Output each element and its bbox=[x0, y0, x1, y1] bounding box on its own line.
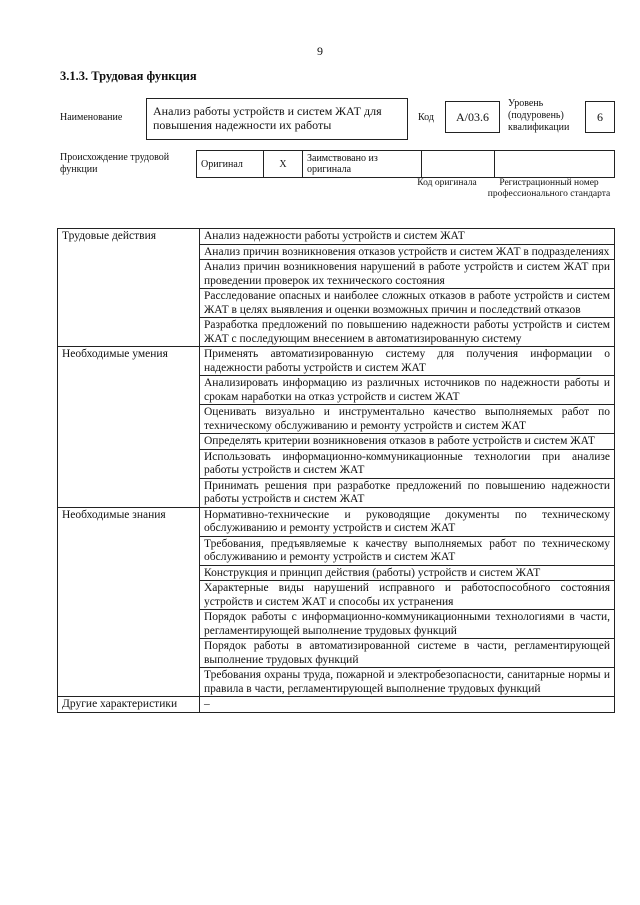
borrowed-label: Заимствовано из оригинала bbox=[303, 151, 422, 178]
item-cell: Применять автоматизированную систему для получения информации о надежности работы устройств и систем ЖАТ bbox=[200, 347, 615, 376]
item-cell: Анализировать информацию из различных источников по надежности работы и срокам наработки на отказ устройств и систем ЖАТ bbox=[200, 376, 615, 405]
item-cell: Характерные виды нарушений исправного и работоспособного состояния устройств и систем ЖАТ и способы их устранения bbox=[200, 581, 615, 610]
item-cell: Определять критерии возникновения отказов в работе устройств и систем ЖАТ bbox=[200, 434, 615, 450]
reg-caption: Регистрационный номер профессионального стандарта bbox=[487, 178, 611, 199]
code-caption: Код оригинала bbox=[417, 178, 477, 188]
original-label: Оригинал bbox=[197, 151, 264, 178]
table-row bbox=[58, 697, 615, 713]
section-title: 3.1.3. Трудовая функция bbox=[60, 69, 197, 83]
reg-number-cell bbox=[495, 151, 615, 178]
item-cell: Требования охраны труда, пожарной и электробезопасности, санитарные нормы и правила в части, регламентирующей выполнение трудовых функций bbox=[200, 668, 615, 697]
item-cell: Оценивать визуально и инструментально качество выполняемых работ по техническому обслуживанию и ремонту устройств и систем ЖАТ bbox=[200, 405, 615, 434]
table-row bbox=[58, 507, 615, 536]
code-label: Код bbox=[418, 112, 434, 123]
table-row bbox=[58, 229, 615, 245]
category-cell: Необходимые знания bbox=[58, 507, 200, 697]
function-name-box: Анализ работы устройств и систем ЖАТ для повышения надежности их работы bbox=[146, 98, 408, 140]
origin-label: Происхождение трудовой функции bbox=[60, 152, 170, 175]
item-cell: Анализ надежности работы устройств и систем ЖАТ bbox=[200, 229, 615, 245]
category-cell: Другие характеристики bbox=[58, 697, 200, 713]
name-label: Наименование bbox=[60, 112, 123, 123]
item-cell: Использовать информационно-коммуникационные технологии при анализе работы устройств и систем ЖАТ bbox=[200, 449, 615, 478]
item-cell: Принимать решения при разработке предложений по повышению надежности работы устройств и систем ЖАТ bbox=[200, 478, 615, 507]
item-cell: Нормативно-технические и руководящие документы по техническому обслуживанию и ремонту устройств и систем ЖАТ bbox=[200, 507, 615, 536]
item-cell: Разработка предложений по повышению надежности работы устройств и систем ЖАТ с последующим внесением в автоматизированную систему bbox=[200, 318, 615, 347]
item-cell: – bbox=[200, 697, 615, 713]
level-value-box: 6 bbox=[585, 101, 615, 133]
item-cell: Анализ причин возникновения нарушений в работе устройств и систем ЖАТ при проведении проверок их технического состояния bbox=[200, 260, 615, 289]
item-cell: Конструкция и принцип действия (работы) устройств и систем ЖАТ bbox=[200, 565, 615, 581]
level-label: Уровень (подуровень) квалификации bbox=[508, 98, 570, 133]
category-cell: Трудовые действия bbox=[58, 229, 200, 347]
category-cell: Необходимые умения bbox=[58, 347, 200, 508]
item-cell: Требования, предъявляемые к качеству выполняемых работ по техническому обслуживанию и ремонту устройств и систем ЖАТ bbox=[200, 536, 615, 565]
table-row bbox=[58, 347, 615, 376]
page-number: 9 bbox=[317, 44, 323, 58]
item-cell: Анализ причин возникновения отказов устройств и систем ЖАТ в подразделениях bbox=[200, 244, 615, 260]
original-code-cell bbox=[422, 151, 495, 178]
function-code-box: А/03.6 bbox=[445, 101, 500, 133]
item-cell: Порядок работы с информационно-коммуникационными технологиями в части, регламентирующей выполнение трудовых функций bbox=[200, 610, 615, 639]
origin-table bbox=[196, 150, 615, 178]
item-cell: Расследование опасных и наиболее сложных отказов в работе устройств и систем ЖАТ в целях выявления и оценки возможных причин и последствий отказов bbox=[200, 289, 615, 318]
item-cell: Порядок работы в автоматизированной системе в части, регламентирующей выполнение трудовых функций bbox=[200, 639, 615, 668]
original-mark: Х bbox=[264, 151, 303, 178]
function-table bbox=[57, 228, 615, 713]
